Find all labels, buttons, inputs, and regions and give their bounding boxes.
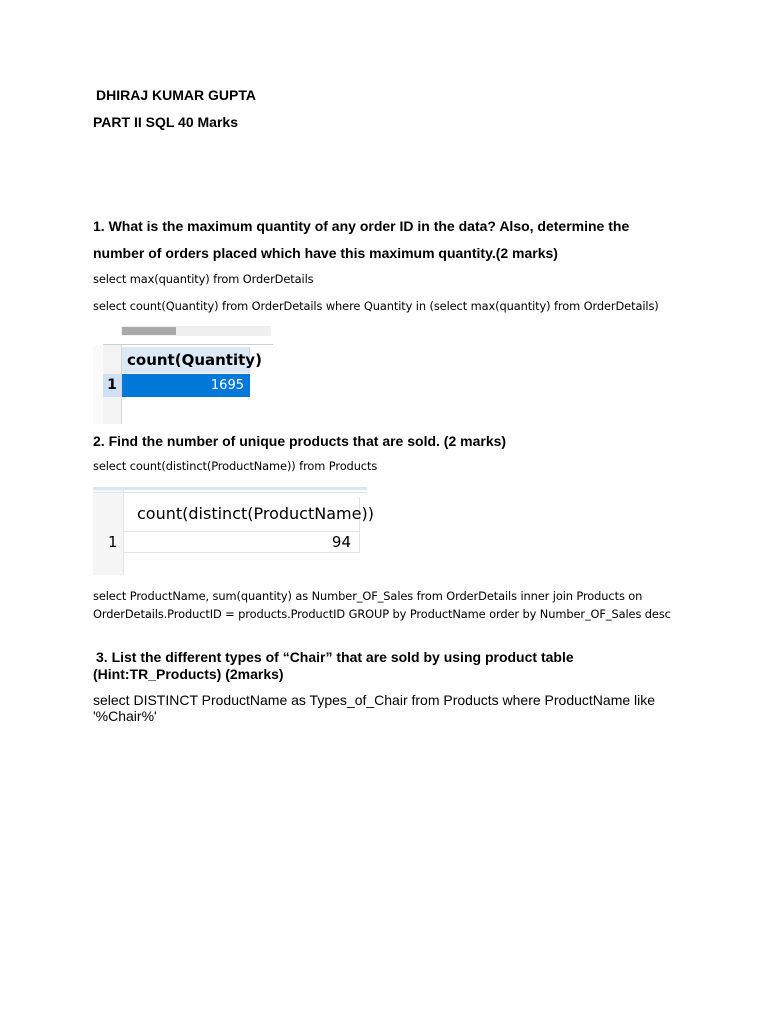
question-1-sql-count: select count(Quantity) from OrderDetails where Quantity in (select max(quantity) from OrderDetails) [93,299,659,313]
grid-top-border [93,487,367,490]
row-number[interactable]: 1 [108,533,118,551]
question-3-line-1: 3. List the different types of “Chair” that are sold by using product table [96,649,574,665]
question-3-sql: select DISTINCT ProductName as Types_of_Chair from Products where ProductName like '%Chair%' [93,692,656,724]
row-number[interactable]: 1 [103,374,121,397]
scrollbar-thumb[interactable] [122,327,176,335]
question-1-line-2: number of orders placed which have this maximum quantity.(2 marks) [93,245,558,261]
question-1-line-1: 1. What is the maximum quantity of any order ID in the data? Also, determine the [93,218,630,234]
question-3-line-2: (Hint:TR_Products) (2marks) [93,666,284,682]
grid-gutter [93,345,103,424]
grid-divider [93,492,367,493]
result-cell[interactable]: 1695 [122,374,250,397]
result-cell[interactable]: 94 [124,531,360,553]
question-2-sql-group-by: select ProductName, sum(quantity) as Number_OF_Sales from OrderDetails inner join Products on OrderDetails.ProductID = products.ProductID GROUP by ProductName order by Number_OF_Sales desc [93,589,671,621]
grid-divider [103,344,273,345]
column-header[interactable]: count(Quantity) [122,347,250,373]
question-2: 2. Find the number of unique products that are sold. (2 marks) [93,433,507,449]
column-header[interactable]: count(distinct(ProductName)) [124,497,360,531]
result-grid-1 [93,326,273,424]
author-name: DHIRAJ KUMAR GUPTA [96,87,256,103]
result-grid-2 [93,487,374,575]
part-title: PART II SQL 40 Marks [93,114,238,130]
question-1-sql-max: select max(quantity) from OrderDetails [93,272,314,286]
question-2-sql-count-distinct: select count(distinct(ProductName)) from Products [93,459,378,473]
